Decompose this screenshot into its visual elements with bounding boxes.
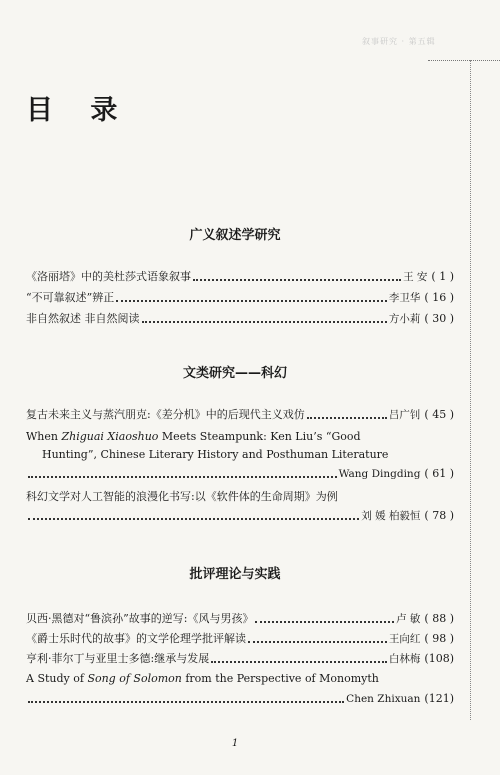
entry-page: ( 45 )	[424, 408, 454, 421]
entry-author: 方小莉	[388, 313, 421, 325]
entry-title-part: from the Perspective of Monomyth	[181, 672, 379, 685]
entry-title: 亨利·菲尔丁与亚里士多德:继承与发展	[26, 652, 210, 665]
entry-title: 《爵士乐时代的故事》的文学伦理学批评解读	[26, 632, 246, 645]
entry-title: 贝西·黑德对“鲁滨孙”故事的逆写:《风与男孩》	[26, 612, 254, 625]
entry-author: 白林梅	[388, 653, 421, 665]
leader-dots	[28, 518, 359, 520]
entry-page: (121)	[424, 692, 454, 705]
entry-page: ( 1 )	[431, 270, 454, 283]
section-heading-sci-fi: 文类研究——科幻	[182, 366, 287, 381]
page-title: 目 录	[26, 95, 132, 126]
entry-author: 刘 媛 柏毅恒	[361, 510, 421, 522]
entry-author: 王向红	[388, 633, 421, 645]
entry-author: 吕广钊	[388, 409, 421, 421]
entry-title: 《洛丽塔》中的美杜莎式语象叙事	[26, 270, 191, 283]
leader-dots	[248, 641, 387, 643]
toc-entry-author-line[interactable]	[26, 688, 454, 706]
toc-entry-author-line[interactable]	[26, 505, 454, 523]
entry-page: (108)	[424, 652, 454, 665]
entry-page: ( 30 )	[424, 312, 454, 325]
toc-entry[interactable]	[26, 648, 454, 666]
leader-dots	[28, 701, 344, 703]
toc-entry-line-1[interactable]	[26, 672, 454, 686]
margin-rule-vertical	[470, 60, 471, 720]
entry-title: 非自然叙述 非自然阅读	[26, 312, 140, 325]
toc-entry[interactable]	[26, 266, 454, 284]
entry-title-part: When	[26, 430, 62, 443]
entry-title-part: A Study of	[26, 672, 88, 685]
entry-page: ( 61 )	[424, 467, 454, 480]
page-number: 1	[231, 738, 239, 749]
entry-author: 卢 敏	[396, 613, 421, 625]
toc-entry[interactable]	[26, 287, 454, 305]
entry-title: “不可靠叙述”辨正	[26, 291, 115, 304]
leader-dots	[211, 661, 387, 663]
toc-entry-line-1[interactable]	[26, 430, 454, 444]
section-heading-criticism: 批评理论与实践	[189, 567, 281, 582]
toc-entry-line-1[interactable]: 科幻文学对人工智能的浪漫化书写:以《软件体的生命周期》为例	[26, 490, 338, 503]
section-heading-narratology: 广义叙述学研究	[189, 228, 281, 243]
toc-entry[interactable]	[26, 404, 454, 422]
entry-title-part: Meets Steampunk: Ken Liu’s “Good	[158, 430, 361, 443]
entry-author: 王 安	[403, 271, 428, 283]
toc-entry-line-2[interactable]: Hunting”, Chinese Literary History and Posthuman Literature	[42, 448, 389, 461]
leader-dots	[28, 476, 337, 478]
toc-entry-author-line[interactable]	[26, 463, 454, 481]
toc-entry[interactable]	[26, 628, 454, 646]
entry-title: 复古未来主义与蒸汽朋克:《差分机》中的后现代主义戏仿	[26, 408, 305, 421]
leader-dots	[255, 621, 394, 623]
entry-title-italic: Zhiguai Xiaoshuo	[61, 430, 159, 443]
entry-author: Chen Zhixuan	[346, 693, 421, 705]
entry-page: ( 88 )	[424, 612, 454, 625]
leader-dots	[307, 417, 387, 419]
entry-author: Wang Dingding	[338, 468, 421, 480]
entry-page: ( 98 )	[424, 632, 454, 645]
entry-page: ( 78 )	[424, 509, 454, 522]
leader-dots	[116, 300, 387, 302]
entry-page: ( 16 )	[424, 291, 454, 304]
running-header: 叙事研究 · 第五辑	[362, 37, 436, 46]
leader-dots	[142, 321, 387, 323]
toc-entry[interactable]	[26, 608, 454, 626]
entry-title-italic: Song of Solomon	[87, 672, 182, 685]
leader-dots	[193, 279, 401, 281]
margin-rule-horizontal	[428, 60, 500, 61]
toc-entry[interactable]	[26, 308, 454, 326]
entry-author: 李卫华	[388, 292, 421, 304]
